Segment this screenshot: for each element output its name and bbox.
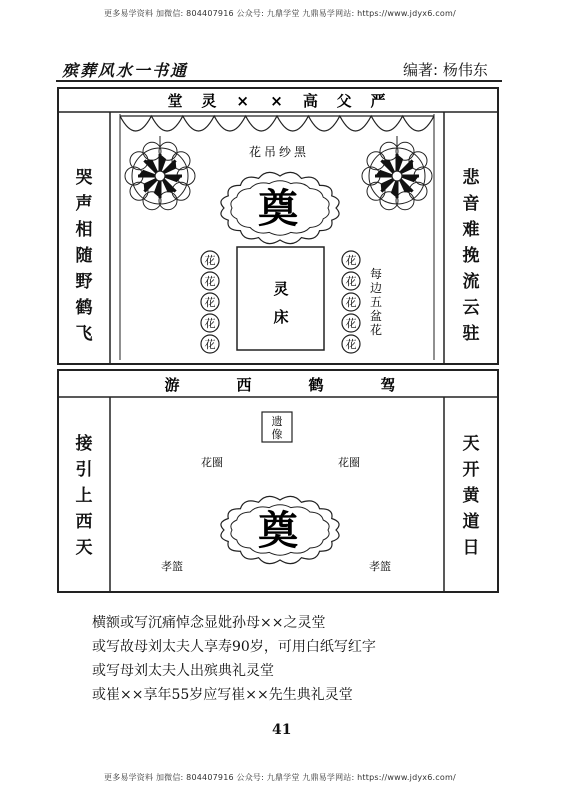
memorial-char-top: 奠 [258,186,298,232]
svg-text:花: 花 [204,254,216,267]
couplet-char: 接 [75,434,93,454]
side-note-char: 边 [369,281,383,295]
side-note-char: 花 [369,323,383,337]
hall-banner [167,92,385,110]
wreath-right-label: 花圈 [338,456,360,469]
portrait-label-2: 像 [271,428,283,441]
flower-pot-icon [201,251,219,269]
couplet-char: 相 [75,220,93,240]
svg-text:花: 花 [345,317,357,330]
side-note-char: 五 [369,295,383,309]
couplet-char: 日 [462,538,480,558]
left-couplet-altar [72,431,96,561]
flower-pot-icon [201,272,219,290]
book-title: 殡葬风水一书通 [62,61,189,80]
banner-char: 严 [370,92,386,110]
couplet-char: 难 [462,220,480,240]
svg-text:花: 花 [345,338,357,351]
flower-pot-icon [342,293,360,311]
couplet-char: 黄 [462,486,480,506]
side-note-char: 盆 [369,309,383,323]
banner-char: 游 [164,376,180,394]
couplet-char: 悲 [462,168,480,188]
couplet-char: 声 [75,194,93,214]
couplet-char: 引 [75,460,93,480]
banner-char: 西 [236,376,252,394]
flower-pot-icon [201,335,219,353]
note-line: 或写故母刘太夫人享寿90岁，可用白纸写红字 [92,639,376,655]
banner-char: × [270,92,283,110]
svg-text:花: 花 [345,254,357,267]
banner-char: 堂 [167,92,183,110]
bed-label-2: 床 [273,308,289,326]
side-note-char: 每 [369,267,383,281]
couplet-char: 开 [462,460,480,480]
flower-pot-icon [342,314,360,332]
svg-text:花: 花 [345,296,357,309]
flower-pot-icon [342,251,360,269]
flower-pots-left [201,251,219,353]
couplet-char: 西 [75,512,93,532]
flower-pot-icon [201,314,219,332]
notes [92,611,376,707]
couplet-char: 挽 [462,246,480,266]
flower-pot-icon [342,335,360,353]
wreath-left-label: 花圈 [201,456,223,469]
banner-char: 父 [336,92,352,110]
altar-diagram [58,370,498,592]
svg-text:花: 花 [204,338,216,351]
flower-pots-right [342,251,360,353]
couplet-char: 音 [462,194,480,214]
banner-char: 高 [302,92,318,110]
note-line: 或写母刘太夫人出殡典礼灵堂 [92,663,274,679]
banner-char: × [236,92,249,110]
note-line: 或崔××享年55岁应写崔××先生典礼灵堂 [92,687,353,703]
memorial-char-bottom: 奠 [258,508,298,554]
watermark-top: 更多易学资料 加微信: 804407916 公众号: 九鼎学堂 九鼎易学网站: https://www.jdyx6.com/ [104,9,456,18]
black-gauze-label: 花吊纱黑 [248,145,310,159]
svg-text:花: 花 [204,275,216,288]
author: 编著: 杨伟东 [403,61,488,79]
svg-text:花: 花 [204,296,216,309]
couplet-char: 随 [75,246,93,266]
svg-text:花: 花 [345,275,357,288]
couplet-char: 天 [462,434,480,454]
svg-text:花: 花 [204,317,216,330]
couplet-char: 流 [462,272,480,292]
spirit-bed [237,247,324,350]
couplet-char: 上 [75,486,93,506]
altar-banner [164,376,395,394]
banner-char: 灵 [201,92,217,110]
couplet-char: 哭 [75,168,93,188]
watermark-bottom: 更多易学资料 加微信: 804407916 公众号: 九鼎学堂 九鼎易学网站: https://www.jdyx6.com/ [104,773,456,782]
right-couplet-altar [459,431,483,561]
bed-label-1: 灵 [273,280,289,298]
page-number: 41 [272,722,292,738]
portrait-label-1: 遗 [271,415,283,428]
couplet-char: 驻 [462,324,480,344]
left-couplet-hall [72,165,96,347]
couplet-char: 道 [462,512,480,532]
flower-ball-right-icon [362,136,432,210]
couplet-char: 天 [75,538,93,558]
basket-left-label: 孝篮 [161,560,183,573]
note-line: 横额或写沉痛悼念显妣孙母××之灵堂 [92,615,326,631]
couplet-char: 鹤 [75,298,93,318]
basket-right-label: 孝篮 [369,560,391,573]
right-couplet-hall [459,165,483,347]
flower-pot-icon [342,272,360,290]
flower-ball-left-icon [125,136,195,210]
side-note [370,266,382,337]
curtain-drape [120,116,434,131]
altar-frame [58,370,498,592]
banner-char: 驾 [380,376,396,394]
couplet-char: 云 [462,298,480,318]
flower-pot-icon [201,293,219,311]
banner-char: 鹤 [308,376,324,394]
couplet-char: 野 [75,272,93,292]
couplet-char: 飞 [75,324,93,344]
